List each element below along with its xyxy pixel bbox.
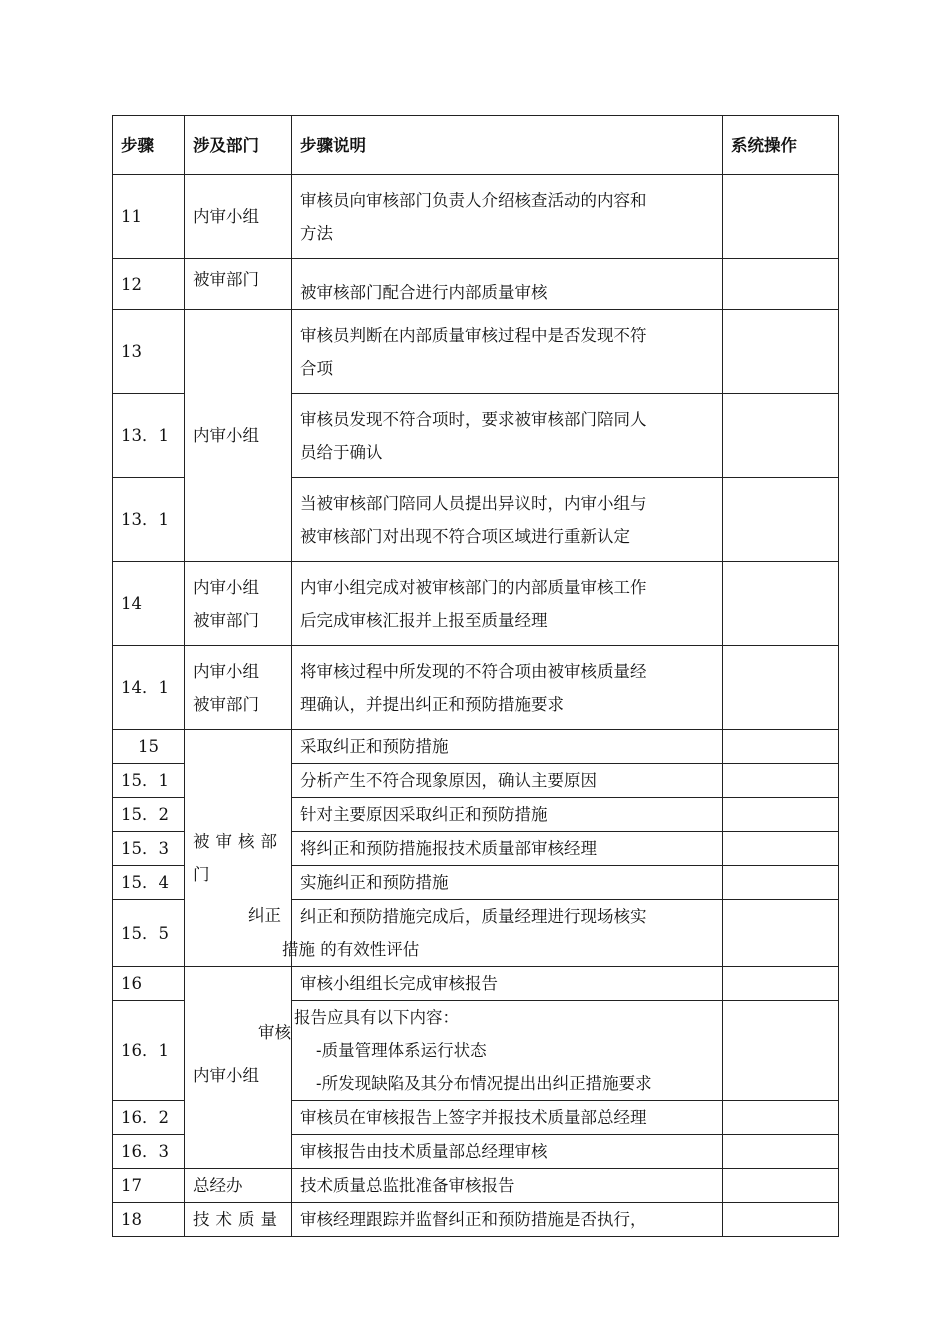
step-cell: 15．3 <box>113 832 185 866</box>
step-cell: 13．1 <box>113 394 185 478</box>
step-cell: 13．1 <box>113 478 185 562</box>
dept-cell: 技术质量 <box>185 1203 292 1237</box>
desc-cell: 将审核过程中所发现的不符合项由被审核质量经 理确认，并提出纠正和预防措施要求 <box>292 646 723 730</box>
system-cell[interactable] <box>723 310 839 394</box>
desc-cell: 将纠正和预防措施报技术质量部审核经理 <box>292 832 723 866</box>
desc-cell: 分析产生不符合现象原因，确认主要原因 <box>292 764 723 798</box>
step-cell: 18 <box>113 1203 185 1237</box>
desc-cell: 采取纠正和预防措施 <box>292 730 723 764</box>
dept-cell-merged: 审核 内审小组 <box>185 967 292 1169</box>
table-row <box>113 646 839 730</box>
system-cell[interactable] <box>723 646 839 730</box>
dept-cell: 内审小组 被审部门 <box>185 646 292 730</box>
desc-cell: 审核员发现不符合项时，要求被审核部门陪同人 员给于确认 <box>292 394 723 478</box>
desc-cell: 审核员判断在内部质量审核过程中是否发现不符 合项 <box>292 310 723 394</box>
step-cell: 16 <box>113 967 185 1001</box>
system-cell[interactable] <box>723 730 839 764</box>
desc-cell: 针对主要原因采取纠正和预防措施 <box>292 798 723 832</box>
step-cell: 16．2 <box>113 1101 185 1135</box>
system-cell[interactable] <box>723 175 839 259</box>
table-row <box>113 1169 839 1203</box>
header-step: 步骤 <box>113 116 185 175</box>
system-cell[interactable] <box>723 394 839 478</box>
desc-cell: 内审小组完成对被审核部门的内部质量审核工作 后完成审核汇报并上报至质量经理 <box>292 562 723 646</box>
step-cell: 15．2 <box>113 798 185 832</box>
system-cell[interactable] <box>723 1101 839 1135</box>
desc-cell: 纠正和预防措施完成后，质量经理进行现场核实 措施 的有效性评估 <box>292 900 723 967</box>
dept-cell: 总经办 <box>185 1169 292 1203</box>
system-cell[interactable] <box>723 478 839 562</box>
system-cell[interactable] <box>723 259 839 310</box>
desc-cell: 实施纠正和预防措施 <box>292 866 723 900</box>
dept-cell-merged: 被审核部 门 纠正 <box>185 730 292 967</box>
step-cell: 15 <box>113 730 185 764</box>
system-cell[interactable] <box>723 562 839 646</box>
dept-cell-merged: 内审小组 <box>185 310 292 562</box>
dept-cell: 被审部门 <box>185 259 292 310</box>
dept-cell: 内审小组 <box>185 175 292 259</box>
step-cell: 15．5 <box>113 900 185 967</box>
system-cell[interactable] <box>723 900 839 967</box>
table-row <box>113 310 839 394</box>
header-desc: 步骤说明 <box>292 116 723 175</box>
step-cell: 15．4 <box>113 866 185 900</box>
desc-cell: 审核经理跟踪并监督纠正和预防措施是否执行， <box>292 1203 723 1237</box>
step-cell: 16．3 <box>113 1135 185 1169</box>
table-row <box>113 175 839 259</box>
table-row <box>113 259 839 310</box>
step-cell: 16．1 <box>113 1001 185 1101</box>
system-cell[interactable] <box>723 798 839 832</box>
header-system: 系统操作 <box>723 116 839 175</box>
desc-cell: 审核员在审核报告上签字并报技术质量部总经理 <box>292 1101 723 1135</box>
system-cell[interactable] <box>723 764 839 798</box>
desc-cell: 技术质量总监批准备审核报告 <box>292 1169 723 1203</box>
desc-cell: 报告应具有以下内容： -质量管理体系运行状态 -所发现缺陷及其分布情况提出出纠正措施要求 <box>292 1001 723 1101</box>
step-cell: 17 <box>113 1169 185 1203</box>
step-cell: 11 <box>113 175 185 259</box>
table-row <box>113 967 839 1001</box>
header-row <box>113 116 839 175</box>
step-cell: 13 <box>113 310 185 394</box>
header-dept: 涉及部门 <box>185 116 292 175</box>
system-cell[interactable] <box>723 967 839 1001</box>
desc-cell: 当被审核部门陪同人员提出异议时，内审小组与 被审核部门对出现不符合项区域进行重新认定 <box>292 478 723 562</box>
desc-cell: 审核员向审核部门负责人介绍核查活动的内容和 方法 <box>292 175 723 259</box>
step-cell: 12 <box>113 259 185 310</box>
system-cell[interactable] <box>723 1135 839 1169</box>
table-row <box>113 1203 839 1237</box>
dept-cell: 内审小组 被审部门 <box>185 562 292 646</box>
step-cell: 14 <box>113 562 185 646</box>
system-cell[interactable] <box>723 1203 839 1237</box>
system-cell[interactable] <box>723 1169 839 1203</box>
desc-cell: 审核报告由技术质量部总经理审核 <box>292 1135 723 1169</box>
desc-cell: 被审核部门配合进行内部质量审核 <box>292 259 723 310</box>
system-cell[interactable] <box>723 866 839 900</box>
step-cell: 14．1 <box>113 646 185 730</box>
desc-cell: 审核小组组长完成审核报告 <box>292 967 723 1001</box>
step-cell: 15．1 <box>113 764 185 798</box>
procedure-table <box>112 115 839 1237</box>
table-row <box>113 730 839 764</box>
table-row <box>113 562 839 646</box>
system-cell[interactable] <box>723 832 839 866</box>
system-cell[interactable] <box>723 1001 839 1101</box>
